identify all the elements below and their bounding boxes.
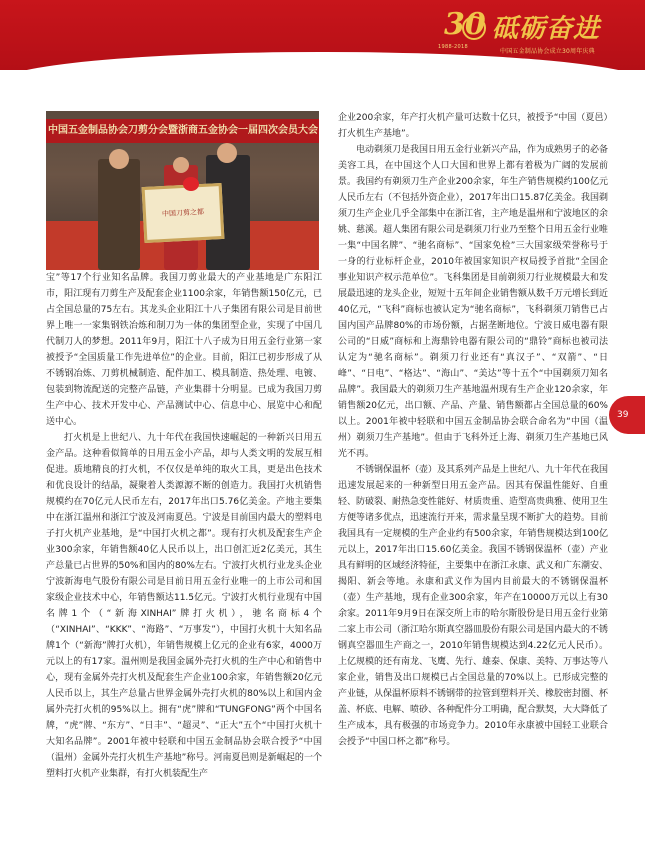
paragraph: 电动剃须刀是我国日用五金行业新兴产品，作为成熟男子的必备美容工具，在中国这个人口大国和世界上都有着极为广阔的发展前景。我国约有剃须刀生产企业200余家，年生产销售规模约100亿元人民币左右（不包括外资企业），2017年出口15.87亿美金。我国剃须刀生产企业几乎全部集中在浙江省，主产地是温州和宁波地区的余姚、慈溪。超人集团有限公司是剃须刀行业乃至整个日用五金行业唯一集“中国名牌”、“驰名商标”、“国家免检”三大国家级荣誉称号于一身的行业标杆企业，2010年被国家知识产权局授予首批“全国企事业知识产权示范单位”。飞科集团是目前剃须刀行业规模最大和发展最迅速的龙头企业，短短十五年间企业销售额从数千万元增长到近40亿元，“飞科”商标也被认定为“驰名商标”，飞科剃须刀销售已占国内国产品牌80%的市场份额，占据垄断地位。宁波日威电器有限公司的“日威”商标和上海鼎铃电器有限公司的“鼎铃”商标也被司法认定为“驰名商标”。剃须刀行业还有“真汉子”、“双箭”、“日峰”、“日电”、“格达”、“海山”、“美达”等十五个“中国剃须刀知名品牌”。我国最大的剃须刀生产基地温州现有生产企业120余家，年销售额20亿元，出口额、产品、产量、销售额都占全国总量的60%以上。2001年被中轻联和中国五金制品协会联合命名为“中国（温州）剃须刀生产基地”。但由于飞科外迁上海、剃须刀生产基地已风光不再。 — [338, 145, 609, 459]
photo-person-head-left — [109, 149, 129, 169]
photo-banner: 中国五金制品协会刀剪分会暨浙商五金协会一届四次会员大会 — [46, 119, 319, 143]
photo-person-left — [98, 159, 140, 270]
anniversary-logo-ring — [462, 16, 486, 40]
anniversary-slogan: 砥砺奋进 — [492, 14, 601, 44]
page-number: 39 — [617, 410, 629, 420]
article-column-left — [46, 270, 322, 782]
photo-person-head-center — [173, 157, 189, 173]
event-photo — [46, 111, 319, 270]
photo-person-head-right — [217, 143, 237, 163]
page-number-tab — [609, 396, 645, 434]
red-flower — [183, 177, 199, 191]
anniversary-subtitle: 中国五金制品协会成立30周年庆典 — [500, 48, 595, 55]
anniversary-logo-years: 1988-2018 — [438, 44, 468, 50]
award-plaque: 中国刀剪之都 — [142, 183, 225, 243]
paragraph: 宝”等17个行业知名品牌。我国刀剪业最大的产业基地是广东阳江市，阳江现有刀剪生产及配套企业1100余家，年销售额150亿元，已占全国总量的75左右。其龙头企业阳江十八子集团有限公司是目前世界上唯一一家集钢铁冶炼和制刀为一体的集团型企业，实现了中国几代制刀人的梦想。2011年9月，阳江十八子成为日用五金行业第一家被授予“全国质量工作先进单位”的企业。目前，阳江已初步形成了从不锈钢冶炼、刀剪机械制造、配件加工、模具制造、热处理、电镀、包装到物流配送的完整产品链，产业集群十分明显。已成为我国刀剪生产中心、技术开发中心、产品测试中心、信息中心、展览中心和配送中心。 — [46, 273, 322, 427]
paragraph: 打火机是上世纪八、九十年代在我国快速崛起的一种新兴日用五金产品。这种看似简单的日用五金小产品，却与人类文明的发展互相促进。质地精良的打火机，不仅仅是单纯的取火工具，更是出色技术和优良设计的结晶，凝聚着人类源源不断的创造力。我国打火机销售规模约在70亿元人民币左右，2017年出口5.76亿美金。产地主要集中在浙江温州和浙江宁波及河南夏邑。宁波是目前国内最大的塑料电子打火机产业基地，是“中国打火机之都”。现有打火机及配套生产企业300余家，年销售额40亿人民币以上，出口创汇近2亿美元，其生产总量已占世界的50%和国内的80%左右。宁波打火机行业龙头企业宁波新海电气股份有限公司是目前日用五金行业唯一的上市公司和国家级企业技术中心，年销售额达11.5亿元。宁波打火机行业现有中国名牌1个（“新海XINHAI”牌打火机），驰名商标4个（“XINHAI”、“KKK”、“海路”、“万事发”），中国打火机十大知名品牌1个（“新海”牌打火机），年销售规模上亿元的企业有6家，4000万元以上的有17家。温州则是我国金属外壳打火机的生产中心和销售中心，现有金属外壳打火机及配套生产企业100余家，年销售额20亿元人民币以上，其生产总量占世界金属外壳打火机的80%以上和国内金属外壳打火机的95%以上。拥有“虎”牌和“TUNGFONG”两个中国名牌，“虎”牌、“东方”、“日丰”、“超灵”、“正大”五个“中国打火机十大知名品牌”。2001年被中轻联和中国五金制品协会联合授予“中国（温州）金属外壳打火机生产基地”称号。河南夏邑则是新崛起的一个塑料打火机产业集群，有打火机装配生产 — [46, 433, 322, 779]
paragraph: 企业200余家，年产打火机产量可达数十亿只，被授予“中国（夏邑）打火机生产基地”。 — [338, 113, 608, 139]
anniversary-logo-number: 30 — [444, 7, 486, 42]
paragraph: 不锈钢保温杯（壶）及其系列产品是上世纪八、九十年代在我国迅速发展起来的一种新型日用五金产品。因其有保温性能好、自重轻、防破裂、耐热急变性能好、材质贵重、造型高贵典雅、使用卫生方便等诸多优点，迅速流行开来，需求量呈现不断扩大的趋势。目前我国具有一定规模的生产企业约有500余家，年销售规模达到100亿元以上，2017年出口15.60亿美金。我国不锈钢保温杯（壶）产业具有鲜明的区域经济特征，主要集中在浙江永康、武义和广东潮安、揭阳、新会等地。永康和武义作为国内目前最大的不锈钢保温杯（壶）生产基地，现有企业300余家，年产在10000万元以上有30余家。2011年9月9日在深交所上市的哈尔斯股份是日用五金行业第二家上市公司（浙江哈尔斯真空器皿股份有限公司是国内最大的不锈钢真空器皿生产商之一，2010年销售规模达到4.22亿元人民币）。上亿规模的还有南龙、飞鹰、先行、雄泰、保康、美特、万事达等八家企业，销售及出口规模已占全国总量的70%以上。已形成完整的产业链，从保温杯原料不锈钢带的拉管到塑料开关、橡胶密封圈、杯盖、杯底、电解、喷砂、各种配件分工明确，配合默契，大大降低了生产成本，具有极强的市场竞争力。2010年永康被中国轻工业联合会授予“中国口杯之都”称号。 — [338, 465, 609, 747]
article-column-right — [338, 110, 608, 750]
